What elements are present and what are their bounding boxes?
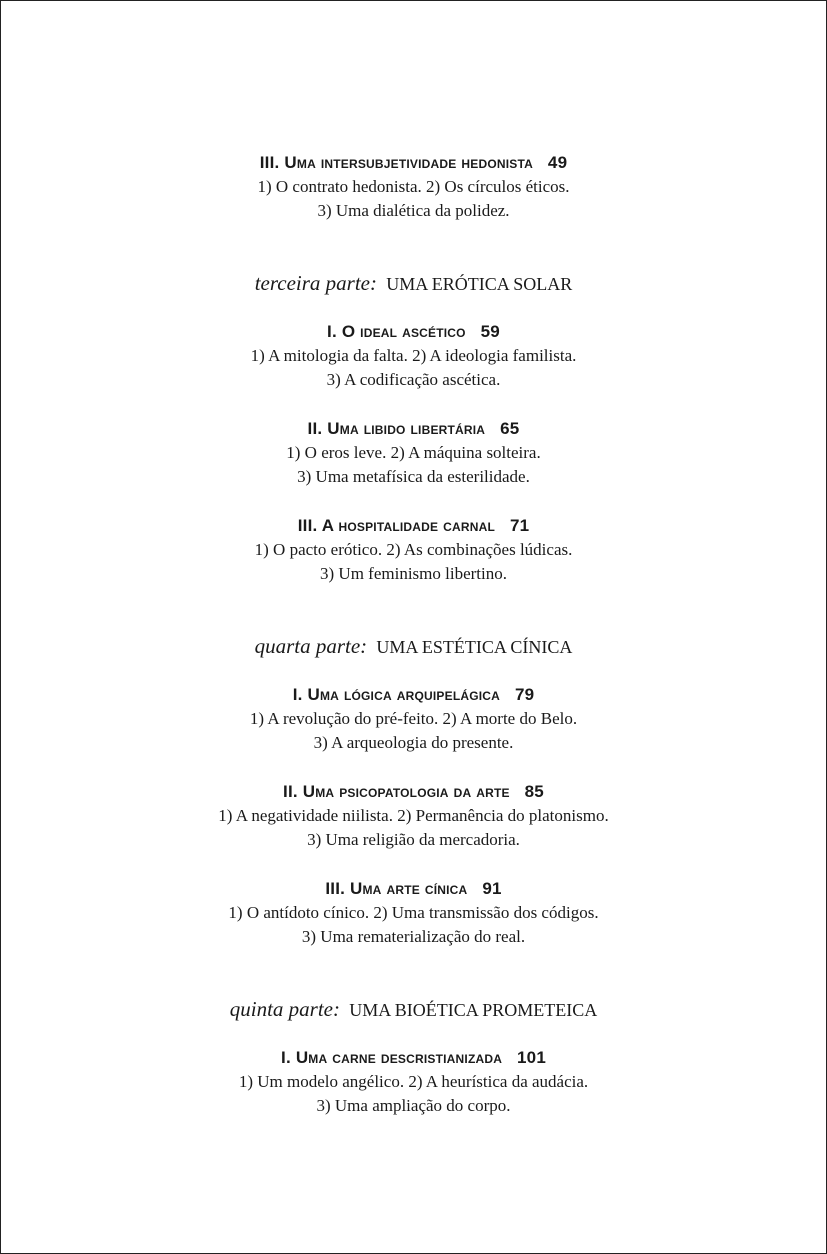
chapter-sections-line-2: 3) Uma religião da mercadoria. (307, 830, 520, 849)
chapter-sections-line-1: 1) O eros leve. 2) A máquina solteira. (286, 443, 541, 462)
part-label: quarta parte: (254, 634, 368, 658)
chapter-heading (1, 1046, 826, 1070)
chapter-number: I. (327, 322, 337, 341)
chapter-title: Uma arte cínica (350, 879, 468, 898)
chapter-sections-line-1: 1) A revolução do pré-feito. 2) A morte do Belo. (249, 709, 578, 728)
part-heading (1, 995, 826, 1024)
chapter-sections-line-2: 3) Uma rematerialização do real. (301, 927, 526, 946)
part-label: terceira parte: (254, 271, 377, 295)
chapter-sections-line-2: 3) Uma metafísica da esterilidade. (297, 467, 530, 486)
chapter-title: Uma lógica arquipelágica (307, 685, 501, 704)
part-name: UMA ESTÉTICA CÍNICA (376, 637, 573, 657)
chapter-sections-line-2: 3) Uma ampliação do corpo. (316, 1096, 511, 1115)
chapter-title: O ideal ascético (341, 322, 466, 341)
chapter-heading (1, 417, 826, 441)
chapter-number: I. (281, 1048, 291, 1067)
part-heading (1, 269, 826, 298)
toc-chapter (1, 320, 826, 392)
chapter-page-number: 85 (524, 782, 544, 801)
chapter-heading (1, 780, 826, 804)
part-name: UMA BIOÉTICA PROMETEICA (349, 1000, 598, 1020)
table-of-contents (1, 151, 826, 1118)
chapter-number: III. (259, 153, 280, 172)
chapter-page-number: 65 (500, 419, 520, 438)
toc-chapter (1, 151, 826, 223)
chapter-number: II. (307, 419, 323, 438)
chapter-title: Uma psicopatologia da arte (302, 782, 510, 801)
chapter-sections-line-1: 1) O pacto erótico. 2) As combinações lúdicas. (254, 540, 573, 559)
chapter-sections-line-2: 3) Um feminismo libertino. (320, 564, 507, 583)
chapter-title: Uma carne descristianizada (295, 1048, 503, 1067)
chapter-sections-line-1: 1) Um modelo angélico. 2) A heurística da audácia. (238, 1072, 589, 1091)
chapter-heading (1, 151, 826, 175)
chapter-page-number: 49 (547, 153, 568, 172)
toc-chapter (1, 417, 826, 489)
toc-chapter (1, 780, 826, 852)
chapter-sections-line-2: 3) Uma dialética da polidez. (317, 201, 510, 220)
chapter-heading (1, 320, 826, 344)
part-name: UMA ERÓTICA SOLAR (386, 274, 573, 294)
toc-chapter (1, 514, 826, 586)
chapter-title: Uma intersubjetividade hedonista (284, 153, 533, 172)
chapter-title: A hospitalidade carnal (321, 516, 496, 535)
chapter-number: I. (292, 685, 303, 704)
chapter-page-number: 101 (517, 1048, 546, 1067)
chapter-sections-line-2: 3) A arqueologia do presente. (313, 733, 514, 752)
chapter-page-number: 71 (509, 516, 530, 535)
chapter-page-number: 79 (514, 685, 535, 704)
chapter-number: II. (283, 782, 298, 801)
chapter-sections-line-1: 1) A mitologia da falta. 2) A ideologia familista. (250, 346, 577, 365)
toc-chapter (1, 1046, 826, 1118)
chapter-page-number: 91 (482, 879, 502, 898)
chapter-sections-line-2: 3) A codificação ascética. (326, 370, 501, 389)
chapter-sections-line-1: 1) O antídoto cínico. 2) Uma transmissão dos códigos. (228, 903, 599, 922)
chapter-heading (1, 683, 826, 707)
toc-chapter (1, 877, 826, 949)
chapter-heading (1, 514, 826, 538)
chapter-sections-line-1: 1) O contrato hedonista. 2) Os círculos éticos. (257, 177, 570, 196)
chapter-number: III. (325, 879, 346, 898)
part-label: quinta parte: (229, 997, 340, 1021)
chapter-page-number: 59 (480, 322, 500, 341)
chapter-sections-line-1: 1) A negatividade niilista. 2) Permanência do platonismo. (218, 806, 609, 825)
part-heading (1, 632, 826, 661)
chapter-number: III. (297, 516, 318, 535)
toc-chapter (1, 683, 826, 755)
chapter-heading (1, 877, 826, 901)
chapter-title: Uma libido libertária (327, 419, 486, 438)
